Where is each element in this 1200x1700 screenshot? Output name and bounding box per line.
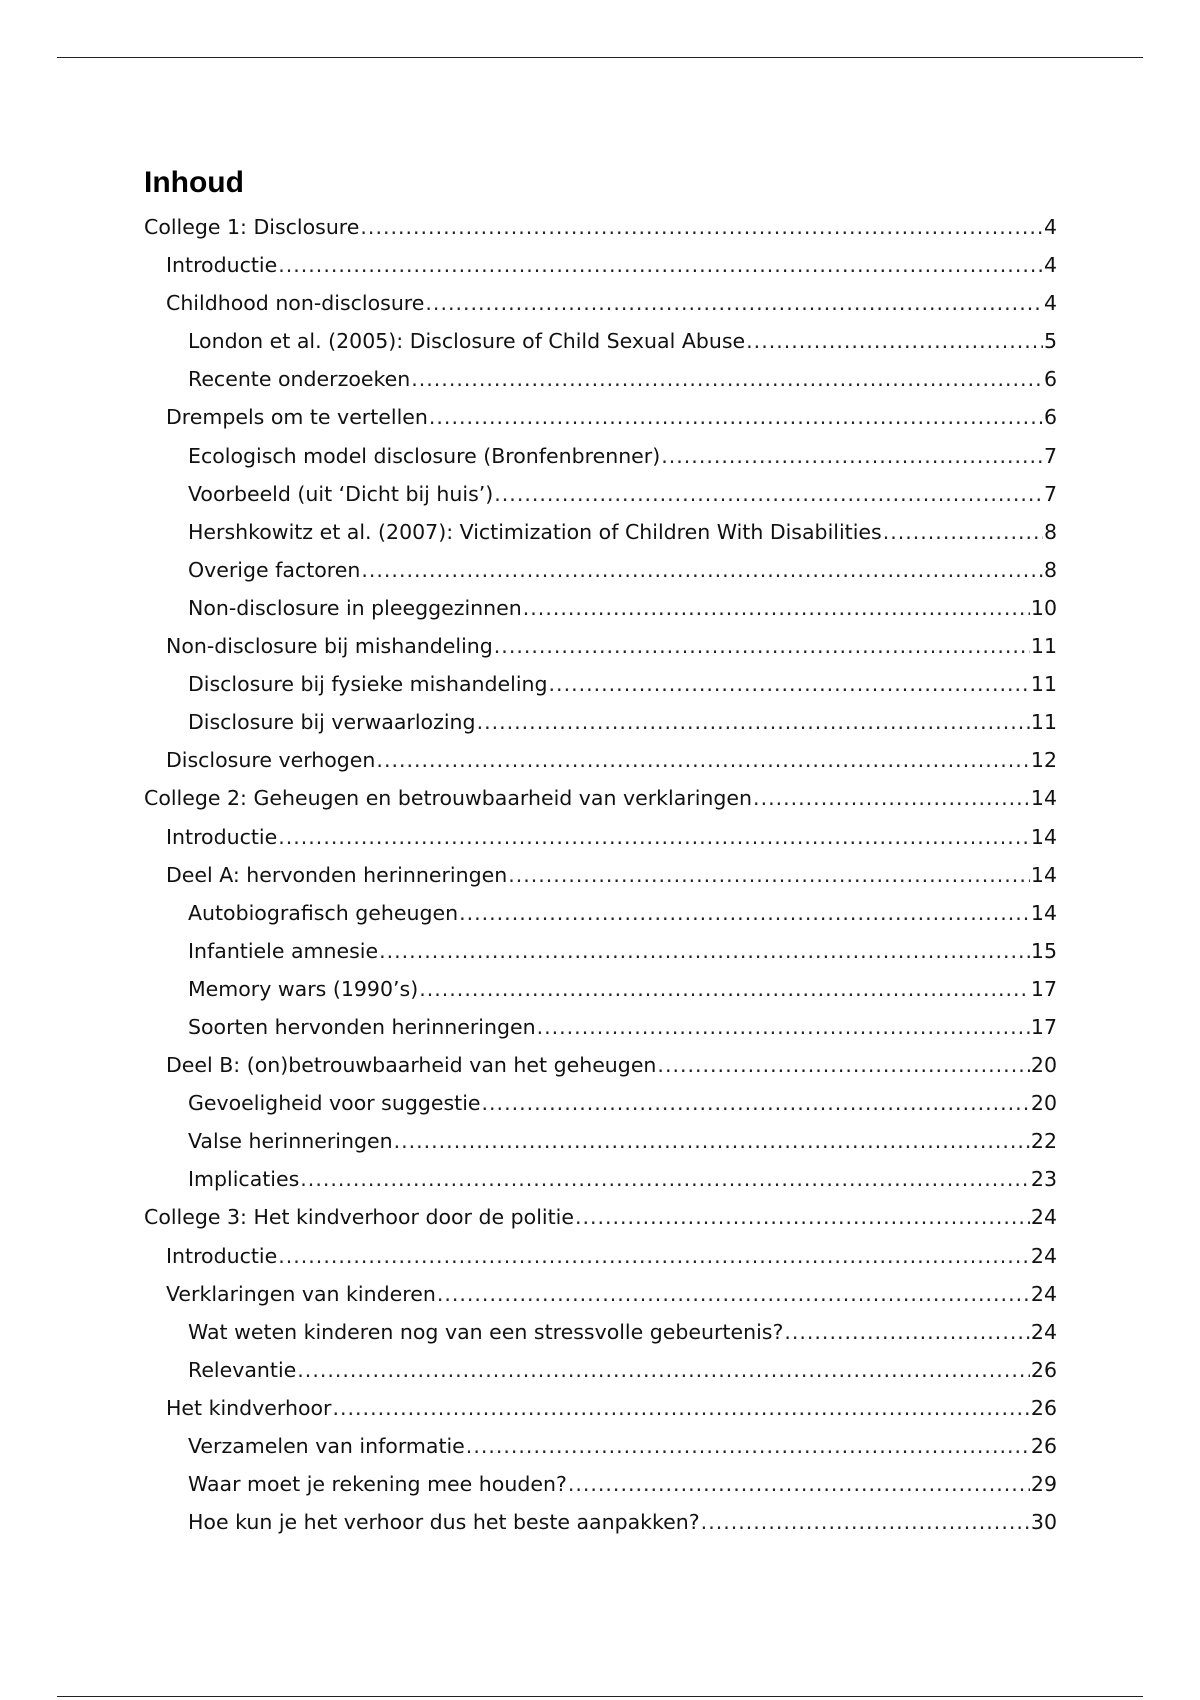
toc-entry-level-3[interactable]: [144, 1015, 1057, 1053]
toc-dot-leader: [300, 1167, 1030, 1191]
toc-entry-level-1[interactable]: [144, 215, 1057, 253]
toc-entry-title: Waar moet je rekening mee houden?: [188, 1472, 567, 1497]
toc-entry-level-2[interactable]: [144, 291, 1057, 329]
toc-page-number: 8: [1043, 557, 1057, 582]
toc-entry-title: Memory wars (1990’s): [188, 976, 419, 1001]
toc-page-number: 6: [1043, 405, 1057, 430]
toc-entry-title: Introductie: [166, 1243, 278, 1268]
toc-entry-level-2[interactable]: [144, 748, 1057, 786]
toc-entry-title: Introductie: [166, 253, 278, 278]
toc-entry-title: Gevoeligheid voor suggestie: [188, 1091, 481, 1116]
toc-heading: Inhoud: [144, 166, 244, 199]
toc-page-number: 20: [1030, 1053, 1057, 1078]
toc-page-number: 4: [1043, 253, 1057, 278]
toc-dot-leader: [537, 1015, 1030, 1039]
toc-page-number: 14: [1030, 824, 1057, 849]
toc-dot-leader: [332, 1396, 1029, 1420]
toc-entry-level-1[interactable]: [144, 1205, 1057, 1243]
toc-entry-level-2[interactable]: [144, 1396, 1057, 1434]
toc-entry-title: College 1: Disclosure: [144, 215, 360, 239]
toc-page-number: 11: [1030, 634, 1057, 659]
toc-entry-level-3[interactable]: [144, 1358, 1057, 1396]
toc-entry-title: Soorten hervonden herinneringen: [188, 1014, 536, 1039]
toc-entry-level-3[interactable]: [144, 1129, 1057, 1167]
toc-dot-leader: [482, 1091, 1030, 1115]
toc-entry-title: Verzamelen van informatie: [188, 1434, 465, 1458]
toc-entry-title: Relevantie: [188, 1357, 297, 1382]
toc-page-number: 15: [1030, 938, 1057, 963]
toc-page-number: 12: [1030, 748, 1057, 773]
toc-dot-leader: [661, 444, 1043, 468]
toc-entry-title: College 2: Geheugen en betrouwbaarheid van verklaringen: [144, 786, 753, 811]
toc-dot-leader: [549, 672, 1030, 696]
toc-dot-leader: [494, 482, 1043, 506]
toc-page-number: 8: [1043, 519, 1057, 544]
toc-entry-level-2[interactable]: [144, 863, 1057, 901]
toc-entry-title: Childhood non-disclosure: [166, 291, 425, 316]
toc-dot-leader: [278, 253, 1043, 277]
toc-page-number: 6: [1043, 367, 1057, 392]
toc-entry-level-3[interactable]: [144, 1320, 1057, 1358]
toc-dot-leader: [494, 634, 1030, 658]
toc-dot-leader: [297, 1358, 1030, 1382]
toc-page-number: 17: [1030, 1014, 1057, 1039]
toc-page-number: 17: [1030, 976, 1057, 1001]
toc-page-number: 24: [1030, 1205, 1057, 1230]
toc-entry-level-3[interactable]: [144, 558, 1057, 596]
toc-entry-level-3[interactable]: [144, 939, 1057, 977]
toc-entry-level-2[interactable]: [144, 1282, 1057, 1320]
toc-entry-level-1[interactable]: [144, 786, 1057, 824]
toc-entry-title: Wat weten kinderen nog van een stressvolle gebeurtenis?: [188, 1319, 784, 1344]
toc-entry-title: London et al. (2005): Disclosure of Child Sexual Abuse: [188, 329, 746, 354]
toc-entry-title: Overige factoren: [188, 557, 361, 582]
toc-dot-leader: [437, 1282, 1030, 1306]
toc-page-number: 5: [1043, 329, 1057, 354]
toc-dot-leader: [883, 520, 1043, 544]
toc-entry-title: Drempels om te vertellen: [166, 405, 428, 430]
toc-dot-leader: [394, 1129, 1030, 1153]
toc-entry-title: Deel B: (on)betrouwbaarheid van het geheugen: [166, 1053, 657, 1078]
toc-page-number: 20: [1030, 1091, 1057, 1116]
toc-entry-level-3[interactable]: [144, 672, 1057, 710]
toc-entry-level-3[interactable]: [144, 1472, 1057, 1510]
toc-page-number: 26: [1030, 1395, 1057, 1420]
toc-entry-level-3[interactable]: [144, 1091, 1057, 1129]
header-rule: [57, 57, 1143, 58]
toc-page-number: 14: [1030, 862, 1057, 887]
toc-dot-leader: [523, 596, 1030, 620]
toc-dot-leader: [657, 1053, 1029, 1077]
toc-dot-leader: [360, 215, 1043, 239]
toc-list: [144, 215, 1057, 1548]
toc-entry-title: Infantiele amnesie: [188, 938, 379, 963]
toc-page-number: 22: [1030, 1129, 1057, 1154]
toc-dot-leader: [459, 901, 1030, 925]
toc-page-number: 11: [1030, 672, 1057, 697]
toc-entry-title: Disclosure bij verwaarlozing: [188, 710, 476, 735]
toc-entry-title: Introductie: [166, 824, 278, 849]
toc-entry-title: Valse herinneringen: [188, 1129, 393, 1154]
toc-dot-leader: [575, 1205, 1030, 1229]
toc-entry-level-3[interactable]: [144, 367, 1057, 405]
toc-page-number: 7: [1043, 443, 1057, 468]
toc-entry-level-3[interactable]: [144, 596, 1057, 634]
toc-entry-level-3[interactable]: [144, 444, 1057, 482]
toc-entry-level-3[interactable]: [144, 1167, 1057, 1205]
toc-entry-level-3[interactable]: [144, 1510, 1057, 1548]
toc-entry-level-3[interactable]: [144, 1434, 1057, 1472]
toc-entry-level-3[interactable]: [144, 977, 1057, 1015]
toc-entry-level-3[interactable]: [144, 520, 1057, 558]
toc-page-number: 24: [1030, 1281, 1057, 1306]
toc-dot-leader: [419, 977, 1030, 1001]
toc-entry-title: Recente onderzoeken: [188, 367, 411, 392]
toc-entry-title: College 3: Het kindverhoor door de politie: [144, 1205, 574, 1230]
toc-page-number: 29: [1030, 1472, 1057, 1497]
toc-entry-level-2[interactable]: [144, 253, 1057, 291]
toc-entry-title: Non-disclosure in pleeggezinnen: [188, 595, 522, 620]
toc-entry-level-3[interactable]: [144, 482, 1057, 520]
toc-entry-title: Disclosure verhogen: [166, 748, 376, 773]
toc-entry-title: Non-disclosure bij mishandeling: [166, 634, 493, 659]
toc-dot-leader: [753, 786, 1030, 810]
toc-entry-title: Verklaringen van kinderen: [166, 1281, 436, 1306]
toc-page-number: 26: [1030, 1434, 1057, 1458]
toc-page-number: 23: [1030, 1167, 1057, 1192]
toc-entry-level-3[interactable]: [144, 329, 1057, 367]
toc-dot-leader: [508, 863, 1030, 887]
toc-page-number: 14: [1030, 900, 1057, 925]
toc-entry-title: Hershkowitz et al. (2007): Victimization of Children With Disabilities: [188, 519, 882, 544]
toc-dot-leader: [379, 939, 1030, 963]
toc-entry-title: Implicaties: [188, 1167, 300, 1192]
toc-page-number: 7: [1043, 481, 1057, 506]
toc-dot-leader: [477, 710, 1030, 734]
toc-page-number: 11: [1030, 710, 1057, 735]
toc-dot-leader: [568, 1472, 1030, 1496]
toc-dot-leader: [429, 405, 1043, 429]
toc-dot-leader: [376, 748, 1029, 772]
toc-dot-leader: [701, 1510, 1030, 1534]
toc-entry-level-2[interactable]: [144, 1053, 1057, 1091]
toc-dot-leader: [784, 1320, 1030, 1344]
toc-dot-leader: [425, 291, 1043, 315]
toc-dot-leader: [466, 1434, 1030, 1458]
toc-dot-leader: [411, 367, 1043, 391]
toc-entry-title: Voorbeeld (uit ‘Dicht bij huis’): [188, 481, 494, 506]
toc-dot-leader: [278, 825, 1030, 849]
toc-entry-level-3[interactable]: [144, 710, 1057, 748]
toc-page-number: 14: [1030, 786, 1057, 811]
toc-page-number: 24: [1030, 1243, 1057, 1268]
toc-entry-title: Disclosure bij fysieke mishandeling: [188, 672, 548, 697]
toc-entry-title: Deel A: hervonden herinneringen: [166, 862, 508, 887]
footer-rule: [57, 1696, 1143, 1697]
toc-entry-level-2[interactable]: [144, 1244, 1057, 1282]
toc-dot-leader: [361, 558, 1043, 582]
toc-entry-level-2[interactable]: [144, 825, 1057, 863]
toc-dot-leader: [278, 1244, 1030, 1268]
toc-page-number: 4: [1043, 291, 1057, 316]
toc-entry-title: Ecologisch model disclosure (Bronfenbrenner): [188, 443, 661, 468]
toc-dot-leader: [746, 329, 1043, 353]
toc-entry-level-3[interactable]: [144, 901, 1057, 939]
toc-entry-title: Autobiografisch geheugen: [188, 900, 459, 925]
toc-entry-level-2[interactable]: [144, 405, 1057, 443]
toc-page-number: 30: [1030, 1510, 1057, 1535]
toc-page-number: 10: [1030, 595, 1057, 620]
toc-page-number: 26: [1030, 1357, 1057, 1382]
toc-entry-title: Hoe kun je het verhoor dus het beste aanpakken?: [188, 1510, 700, 1535]
toc-page-number: 4: [1043, 215, 1057, 239]
toc-entry-title: Het kindverhoor: [166, 1395, 332, 1420]
table-of-contents: [144, 165, 1057, 1548]
toc-entry-level-2[interactable]: [144, 634, 1057, 672]
toc-page-number: 24: [1030, 1319, 1057, 1344]
